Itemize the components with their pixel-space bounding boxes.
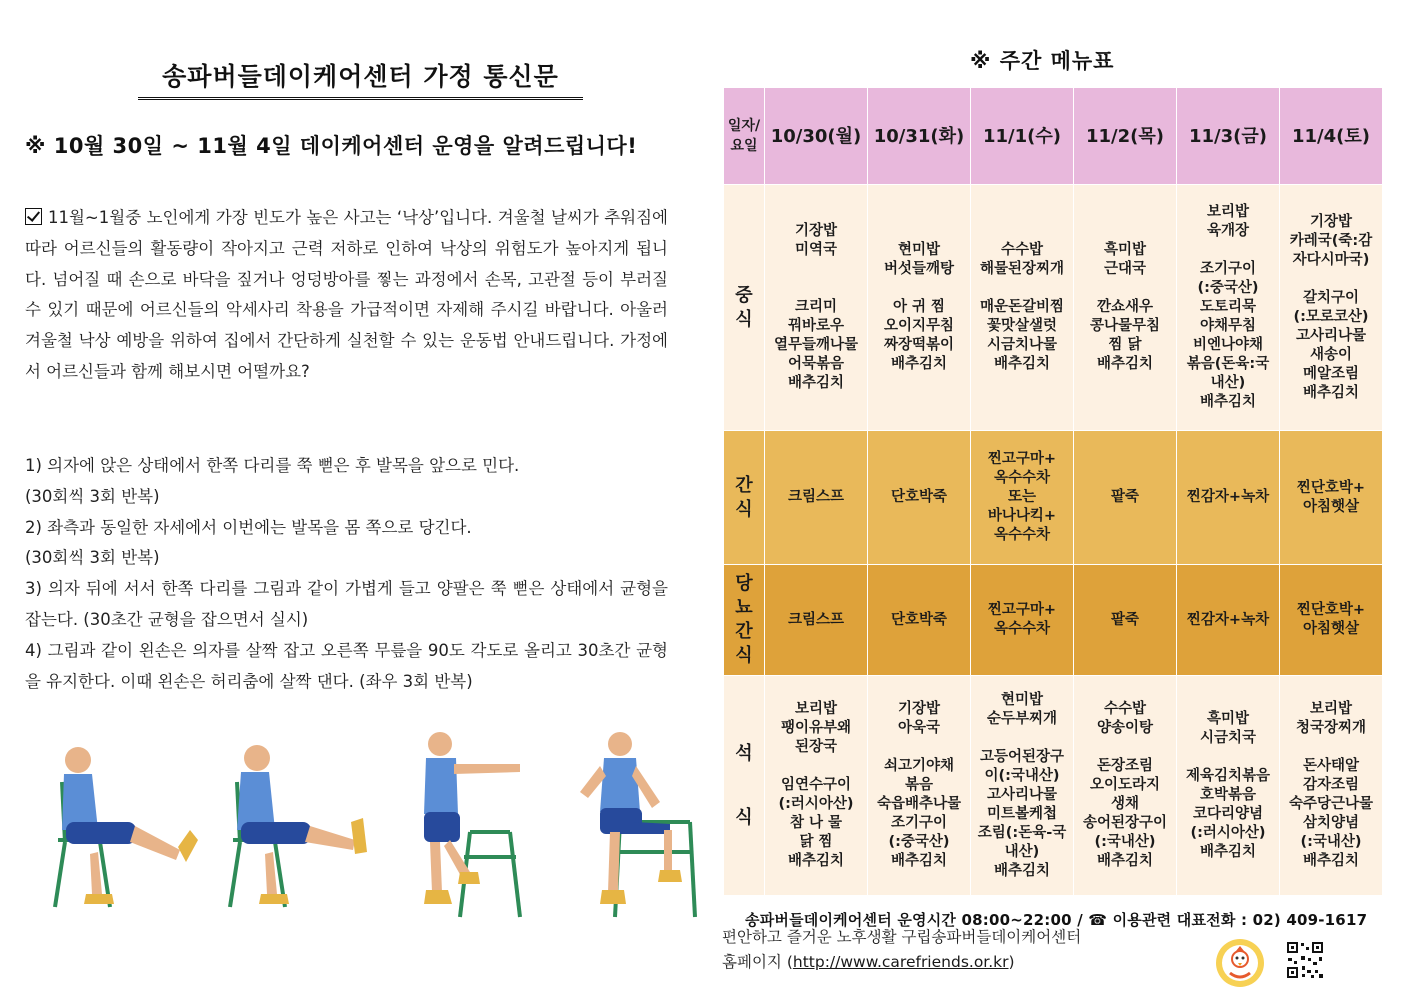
operating-hours: 송파버들데이케어센터 운영시간 08:00~22:00 / ☎ 이용관련 대표전화 : 02) 409-1617 bbox=[745, 911, 1368, 929]
menu-item: 배추김치 bbox=[787, 375, 845, 391]
center-logo-icon bbox=[1214, 937, 1266, 989]
menu-item: 배추김치 bbox=[890, 356, 948, 372]
newsletter-subtitle: ※ 10월 30일 ~ 11월 4일 데이케어센터 운영을 알려드립니다! bbox=[25, 134, 638, 158]
menu-item: 배추김치 bbox=[1199, 394, 1257, 410]
menu-meal-label-char bbox=[726, 766, 762, 806]
menu-item: 시금치국 bbox=[1199, 729, 1257, 746]
menu-item: 조기구이 bbox=[890, 815, 948, 831]
menu-item: 배추김치 bbox=[890, 853, 948, 869]
menu-item: 팽이유부왜 bbox=[780, 720, 852, 736]
intro-paragraph bbox=[25, 203, 668, 388]
menu-item: 배추김치 bbox=[1199, 843, 1257, 860]
menu-meal-label-char: 식 bbox=[735, 645, 753, 666]
menu-item: 새송이 bbox=[1309, 346, 1353, 363]
menu-item: 아침햇살 bbox=[1302, 498, 1360, 515]
menu-item: 흑미밥 bbox=[1103, 242, 1147, 258]
menu-item: (:국내산) bbox=[1094, 834, 1156, 850]
menu-item: 갈치구이 bbox=[1302, 289, 1360, 306]
checkbox-icon bbox=[25, 208, 42, 225]
menu-day-header: 10/31(화) bbox=[868, 88, 971, 185]
menu-item: 양송이탕 bbox=[1096, 720, 1154, 736]
menu-cell bbox=[1177, 185, 1280, 431]
menu-item: (:러시아산) bbox=[778, 796, 854, 812]
menu-item: 된장국 bbox=[794, 739, 838, 755]
menu-cell bbox=[868, 185, 971, 431]
menu-item: 조림(:돈육-국 bbox=[977, 824, 1067, 841]
menu-corner-cell bbox=[724, 88, 765, 185]
menu-item: 숙읍배추나물 bbox=[876, 796, 962, 812]
menu-day-header: 11/1(수) bbox=[971, 88, 1074, 185]
menu-item: 참 나 물 bbox=[789, 815, 843, 831]
menu-item: 육개장 bbox=[1206, 223, 1250, 239]
menu-cell bbox=[1177, 676, 1280, 896]
menu-meal-label-char: 식 bbox=[735, 308, 753, 330]
menu-item: 아침햇살 bbox=[1302, 621, 1360, 637]
homepage-link[interactable]: http://www.carefriends.or.kr bbox=[792, 953, 1009, 971]
menu-item: 크림스프 bbox=[787, 489, 845, 505]
menu-row-snack bbox=[724, 431, 1383, 565]
menu-day-header: 11/2(목) bbox=[1074, 88, 1177, 185]
menu-item: 비엔나야채 bbox=[1192, 337, 1264, 353]
menu-item bbox=[1076, 738, 1174, 757]
menu-header-row bbox=[724, 88, 1383, 185]
menu-item: 오이지무침 bbox=[883, 318, 955, 334]
menu-item: 생채 bbox=[1110, 796, 1139, 812]
menu-cell bbox=[765, 565, 868, 676]
menu-item: 배추김치 bbox=[787, 853, 845, 869]
homepage-line bbox=[722, 950, 1015, 972]
menu-item: 기장밥 bbox=[1309, 213, 1353, 230]
menu-item bbox=[1282, 738, 1380, 757]
menu-meal-label-char: 식 bbox=[735, 806, 753, 828]
center-slogan: 편안하고 즐거운 노후생활 구립송파버들데이케어센터 bbox=[722, 928, 1082, 946]
exercise-step: 2) 좌측과 동일한 자세에서 이번에는 발목을 몸 쪽으로 당긴다. bbox=[25, 517, 472, 537]
menu-item: 쇠고기야채 bbox=[883, 758, 955, 774]
menu-meal-label-char: 석 bbox=[735, 742, 753, 764]
menu-item: 시금치나물 bbox=[986, 337, 1058, 353]
menu-item: 임연수구이 bbox=[780, 777, 852, 793]
menu-item: 내산) bbox=[1210, 375, 1246, 391]
exercise-step: (30회씩 3회 반복) bbox=[25, 548, 160, 568]
menu-item: 숙주당근나물 bbox=[1288, 796, 1374, 812]
menu-cell bbox=[1177, 565, 1280, 676]
menu-item: 돈장조림 bbox=[1096, 758, 1154, 774]
menu-cell bbox=[1280, 185, 1383, 431]
menu-item bbox=[1282, 270, 1380, 289]
menu-item: 청국장찌개 bbox=[1295, 720, 1367, 736]
menu-item: 송어된장구이 bbox=[1082, 815, 1168, 831]
menu-item: 단호박죽 bbox=[890, 489, 948, 505]
menu-cell bbox=[868, 565, 971, 676]
menu-item: 찐감자+녹차 bbox=[1186, 489, 1270, 505]
menu-item bbox=[1179, 241, 1277, 260]
menu-item: 어묵볶음 bbox=[787, 356, 845, 372]
menu-item: (:중국산) bbox=[1197, 280, 1259, 296]
exercise-figure-4 bbox=[580, 732, 695, 917]
menu-item: 야채무침 bbox=[1199, 318, 1257, 334]
exercise-steps bbox=[25, 451, 668, 697]
menu-item: 볶음(돈육:국 bbox=[1186, 356, 1270, 372]
menu-item bbox=[767, 757, 865, 776]
menu-item: 순두부찌개 bbox=[986, 710, 1058, 727]
newsletter-title: 송파버들데이케어센터 가정 통신문 bbox=[138, 57, 583, 100]
menu-item: 고사리나물 bbox=[1295, 327, 1367, 344]
menu-item: 해물된장찌개 bbox=[979, 261, 1065, 277]
menu-cell bbox=[1074, 185, 1177, 431]
menu-meal-label bbox=[724, 565, 765, 676]
exercise-figure-3 bbox=[424, 732, 520, 917]
menu-item: 돈사태알 bbox=[1302, 758, 1360, 774]
menu-cell bbox=[868, 431, 971, 565]
exercise-step: 4) 그림과 같이 왼손은 의자를 살짝 잡고 오른쪽 무릎을 90도 각도로 올리고 30초간 균형을 유지한다. 이때 왼손은 허리춤에 살짝 댄다. (좌우 3회 반복) bbox=[25, 640, 668, 691]
menu-cell bbox=[971, 431, 1074, 565]
intro-text: 11월~1월중 노인에게 가장 빈도가 높은 사고는 ‘낙상’입니다. 겨울철 날씨가 추워짐에 따라 어르신들의 활동량이 작아지고 근력 저하로 인하여 낙상의 위험도가 높아지게 됩니다. 넘어질 때 손으로 바닥을 짚거나 엉덩방아를 찧는 과정에서 손목, 고관절 등이 부러질 수 있기 때문에 어르신들의 악세사리 착용을 가급적이면 자제해 주시길 바랍니다. 아울러 겨울철 낙상 예방을 위하여 집에서 간단하게 실천할 수 있는 운동법 안내드립니다. 가정에서 어르신들과 함께 해보시면 어떨까요? bbox=[25, 208, 668, 381]
menu-meal-label-char: 뇨 bbox=[735, 597, 753, 618]
menu-item: 제육김치볶음 bbox=[1185, 767, 1271, 784]
menu-meal-label-char: 당 bbox=[735, 573, 753, 594]
menu-cell bbox=[765, 431, 868, 565]
menu-item: 이(:국내산) bbox=[984, 767, 1060, 784]
menu-item: 배추김치 bbox=[1096, 853, 1154, 869]
menu-cell bbox=[1280, 565, 1383, 676]
menu-item: 또는 bbox=[1007, 489, 1036, 505]
menu-item: 수수밥 bbox=[1103, 701, 1147, 717]
menu-cell bbox=[971, 565, 1074, 676]
menu-item: 오이도라지 bbox=[1089, 777, 1161, 793]
menu-item: 감자조림 bbox=[1302, 777, 1360, 793]
menu-day-header: 10/30(월) bbox=[765, 88, 868, 185]
menu-item: 근대국 bbox=[1103, 261, 1147, 277]
menu-item: 미역국 bbox=[794, 242, 838, 258]
menu-item bbox=[870, 738, 968, 757]
menu-cell bbox=[1280, 676, 1383, 896]
menu-item: 현미밥 bbox=[897, 242, 941, 258]
menu-item: 바나나킥+ bbox=[987, 508, 1057, 524]
menu-item: 크리미 bbox=[794, 299, 838, 315]
menu-item: 열무들깨나물 bbox=[773, 337, 859, 353]
menu-item bbox=[973, 729, 1071, 748]
menu-cell bbox=[1074, 676, 1177, 896]
menu-meal-label bbox=[724, 431, 765, 565]
menu-item: 조기구이 bbox=[1199, 261, 1257, 277]
menu-item: (:국내산) bbox=[1300, 834, 1362, 850]
exercise-step: (30회씩 3회 반복) bbox=[25, 486, 160, 506]
menu-item: 크림스프 bbox=[787, 611, 845, 628]
menu-item: 기장밥 bbox=[897, 701, 941, 717]
menu-item: 꿔바로우 bbox=[787, 318, 845, 334]
menu-meal-label-char: 간 bbox=[735, 621, 753, 642]
menu-item: 카레국(죽:감 bbox=[1289, 232, 1373, 249]
menu-item: 찐단호박+ bbox=[1296, 479, 1366, 496]
menu-item: 배추김치 bbox=[993, 356, 1051, 372]
menu-item: 옥수수차 bbox=[993, 527, 1051, 543]
menu-cell bbox=[971, 185, 1074, 431]
menu-meal-label bbox=[724, 185, 765, 431]
menu-item: 찐고구마+ bbox=[987, 602, 1057, 618]
menu-item: (:중국산) bbox=[888, 834, 950, 850]
menu-item: 볶음 bbox=[904, 777, 933, 793]
menu-item bbox=[767, 260, 865, 279]
menu-item: 배추김치 bbox=[993, 862, 1051, 879]
menu-item: 팥죽 bbox=[1110, 611, 1139, 628]
menu-meal-label-char: 식 bbox=[735, 498, 753, 520]
menu-cell bbox=[765, 185, 868, 431]
menu-cell bbox=[765, 676, 868, 896]
menu-day-header: 11/3(금) bbox=[1177, 88, 1280, 185]
menu-meal-label bbox=[724, 676, 765, 896]
menu-item: 수수밥 bbox=[1000, 242, 1044, 258]
menu-item: 기장밥 bbox=[794, 223, 838, 239]
menu-cell bbox=[1177, 431, 1280, 565]
homepage-label: 홈페이지 ( bbox=[722, 953, 793, 971]
menu-item: 버섯들깨탕 bbox=[883, 261, 955, 277]
menu-item: 내산) bbox=[1004, 843, 1040, 860]
menu-cell bbox=[868, 676, 971, 896]
menu-item: 흑미밥 bbox=[1206, 710, 1250, 727]
menu-item: 매운돈갈비찜 bbox=[979, 299, 1065, 315]
menu-item: 배추김치 bbox=[1302, 853, 1360, 869]
menu-item: 배추김치 bbox=[1302, 384, 1360, 401]
menu-cell bbox=[1074, 431, 1177, 565]
menu-item: 현미밥 bbox=[1000, 691, 1044, 708]
exercise-illustrations bbox=[40, 722, 700, 927]
menu-item bbox=[973, 279, 1071, 298]
weekly-menu-table bbox=[723, 87, 1383, 896]
menu-item: 찐감자+녹차 bbox=[1186, 611, 1270, 628]
menu-item: 찐고구마+ bbox=[987, 451, 1057, 467]
exercise-figure-2 bbox=[230, 745, 367, 907]
menu-row-diabetic-snack bbox=[724, 565, 1383, 676]
menu-item: 닭 찜 bbox=[799, 834, 833, 850]
menu-item: 옥수수차 bbox=[993, 470, 1051, 486]
menu-corner-line: 요일 bbox=[730, 138, 758, 154]
menu-day-header: 11/4(토) bbox=[1280, 88, 1383, 185]
menu-item: 고사리나물 bbox=[986, 786, 1058, 803]
menu-item: 도토리묵 bbox=[1199, 299, 1257, 315]
exercise-figure-1 bbox=[55, 747, 198, 907]
menu-item: (:러시아산) bbox=[1190, 824, 1266, 841]
menu-corner-line: 일자/ bbox=[727, 118, 761, 134]
menu-cell bbox=[1280, 431, 1383, 565]
menu-cell bbox=[1074, 565, 1177, 676]
menu-meal-label-char: 간 bbox=[735, 474, 753, 496]
menu-row-lunch bbox=[724, 185, 1383, 431]
menu-item: 아욱국 bbox=[897, 720, 941, 736]
menu-item: 짜장떡볶이 bbox=[883, 337, 955, 353]
menu-item: 코다리양념 bbox=[1192, 805, 1264, 822]
menu-item: 보리밥 bbox=[1206, 204, 1250, 220]
menu-item: 보리밥 bbox=[1309, 701, 1353, 717]
menu-item: 삼치양념 bbox=[1302, 815, 1360, 831]
menu-item bbox=[767, 279, 865, 298]
menu-item: 미트볼케첩 bbox=[986, 805, 1058, 822]
menu-item: 깐쇼새우 bbox=[1096, 299, 1154, 315]
menu-item: 꽃맛살샐럿 bbox=[986, 318, 1058, 334]
menu-item: 자다시마국) bbox=[1292, 251, 1370, 268]
menu-cell bbox=[971, 676, 1074, 896]
homepage-close: ) bbox=[1008, 953, 1015, 971]
menu-item: 옥수수차 bbox=[993, 621, 1051, 637]
qr-code-icon bbox=[1285, 940, 1325, 980]
menu-row-dinner bbox=[724, 676, 1383, 896]
menu-item: 아 귀 찜 bbox=[892, 299, 946, 315]
menu-item: 메알조림 bbox=[1302, 365, 1360, 382]
menu-item: 찐단호박+ bbox=[1296, 602, 1366, 618]
menu-item: 배추김치 bbox=[1096, 356, 1154, 372]
menu-item: 보리밥 bbox=[794, 701, 838, 717]
menu-item: 호박볶음 bbox=[1199, 786, 1257, 803]
exercise-step: 3) 의자 뒤에 서서 한쪽 다리를 그림과 같이 가볍게 들고 양팔은 쭉 뻗은 상태에서 균형을 잡는다. (30초간 균형을 잡으면서 실시) bbox=[25, 579, 668, 629]
menu-meal-label-char: 중 bbox=[735, 284, 753, 306]
menu-item: 찜 닭 bbox=[1108, 337, 1142, 353]
menu-item bbox=[870, 279, 968, 298]
menu-item: 팥죽 bbox=[1110, 489, 1139, 505]
menu-title: ※ 주간 메뉴표 bbox=[970, 49, 1115, 73]
menu-item bbox=[1076, 279, 1174, 298]
menu-item bbox=[1179, 748, 1277, 767]
menu-item: 고등어된장구 bbox=[979, 748, 1065, 765]
exercise-step: 1) 의자에 앉은 상태에서 한쪽 다리를 쭉 뻗은 후 발목을 앞으로 민다. bbox=[25, 456, 520, 475]
menu-item: 단호박죽 bbox=[890, 611, 948, 628]
menu-item: (:모로코산) bbox=[1293, 308, 1369, 325]
menu-item: 콩나물무침 bbox=[1089, 318, 1161, 334]
